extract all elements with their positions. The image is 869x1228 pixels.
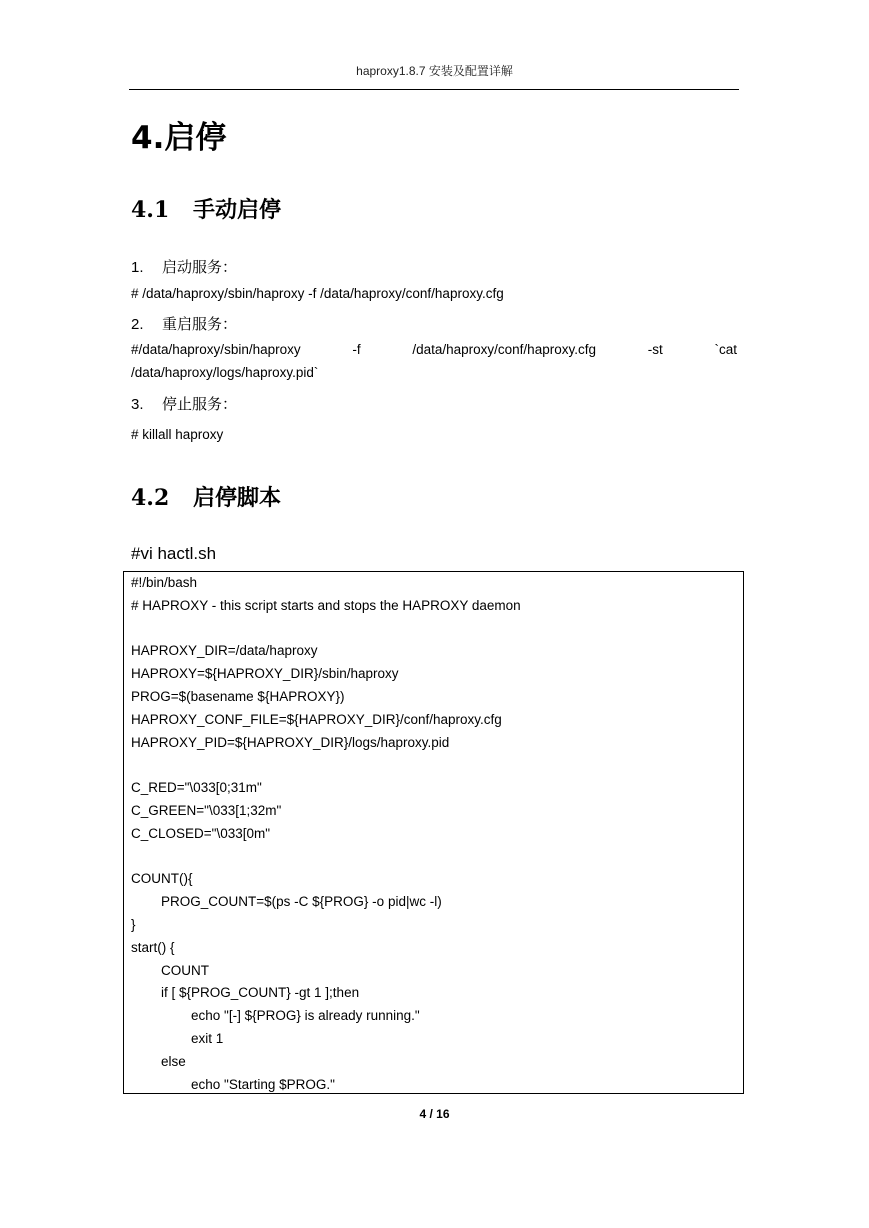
code-line: PROG_COUNT=$(ps -C ${PROG} -o pid|wc -l) [131,894,442,910]
restart-cmd-part: `cat [714,342,737,357]
code-line: echo "Starting $PROG." [131,1076,335,1092]
page-header: haproxy1.8.7 安装及配置详解 [356,64,513,78]
restart-cmd-part: /data/haproxy/conf/haproxy.cfg [412,342,596,357]
section-title: 4.启停 [131,120,227,156]
restart-command [131,342,737,357]
step-number: 2. [131,316,144,333]
code-line: HAPROXY_CONF_FILE=${HAPROXY_DIR}/conf/haproxy.cfg [131,711,502,727]
subsection-number: 4.1 [131,197,170,223]
step-label: 重启服务： [162,316,238,333]
step-label: 停止服务： [162,396,238,413]
stop-command: # killall haproxy [131,427,224,442]
code-line: exit 1 [131,1031,224,1046]
code-line: else [131,1053,186,1069]
page-number: 4 / 16 [419,1107,450,1121]
subsection-heading-4-2 [131,481,281,512]
code-line: } [131,917,136,932]
code-line: echo "[-] ${PROG} is already running." [131,1008,420,1024]
header-rule [129,89,739,90]
subsection-title: 手动启停 [193,197,282,223]
subsection-number: 4.2 [131,485,170,511]
restart-command-cont: /data/haproxy/logs/haproxy.pid` [131,365,319,380]
code-line: C_CLOSED="\033[0m" [131,825,271,841]
code-line: COUNT [131,962,210,978]
restart-cmd-part: -f [352,342,361,357]
code-line: C_GREEN="\033[1;32m" [131,803,282,818]
code-line: PROG=$(basename ${HAPROXY}) [131,689,345,704]
step-stop [131,393,237,414]
code-line: HAPROXY_PID=${HAPROXY_DIR}/logs/haproxy.pid [131,734,450,750]
code-line: if [ ${PROG_COUNT} -gt 1 ];then [131,985,360,1001]
code-line: #!/bin/bash [131,575,198,590]
restart-cmd-part: #/data/haproxy/sbin/haproxy [131,342,301,357]
code-line: C_RED="\033[0;31m" [131,780,262,796]
code-line: HAPROXY_DIR=/data/haproxy [131,643,318,659]
step-number: 1. [131,259,144,276]
subsection-title: 启停脚本 [193,485,282,511]
step-label: 启动服务： [162,259,238,276]
restart-cmd-part: -st [647,342,663,357]
subsection-heading-4-1 [131,193,281,224]
step-restart [131,313,237,334]
step-start [131,256,237,277]
code-line: HAPROXY=${HAPROXY_DIR}/sbin/haproxy [131,666,399,682]
step-number: 3. [131,396,144,413]
start-command: # /data/haproxy/sbin/haproxy -f /data/haproxy/conf/haproxy.cfg [131,286,504,301]
vi-command: #vi hactl.sh [131,544,217,563]
code-line: start() { [131,939,175,955]
code-line: COUNT(){ [131,871,193,887]
code-line: # HAPROXY - this script starts and stops the HAPROXY daemon [131,597,521,613]
code-block [123,571,744,1094]
